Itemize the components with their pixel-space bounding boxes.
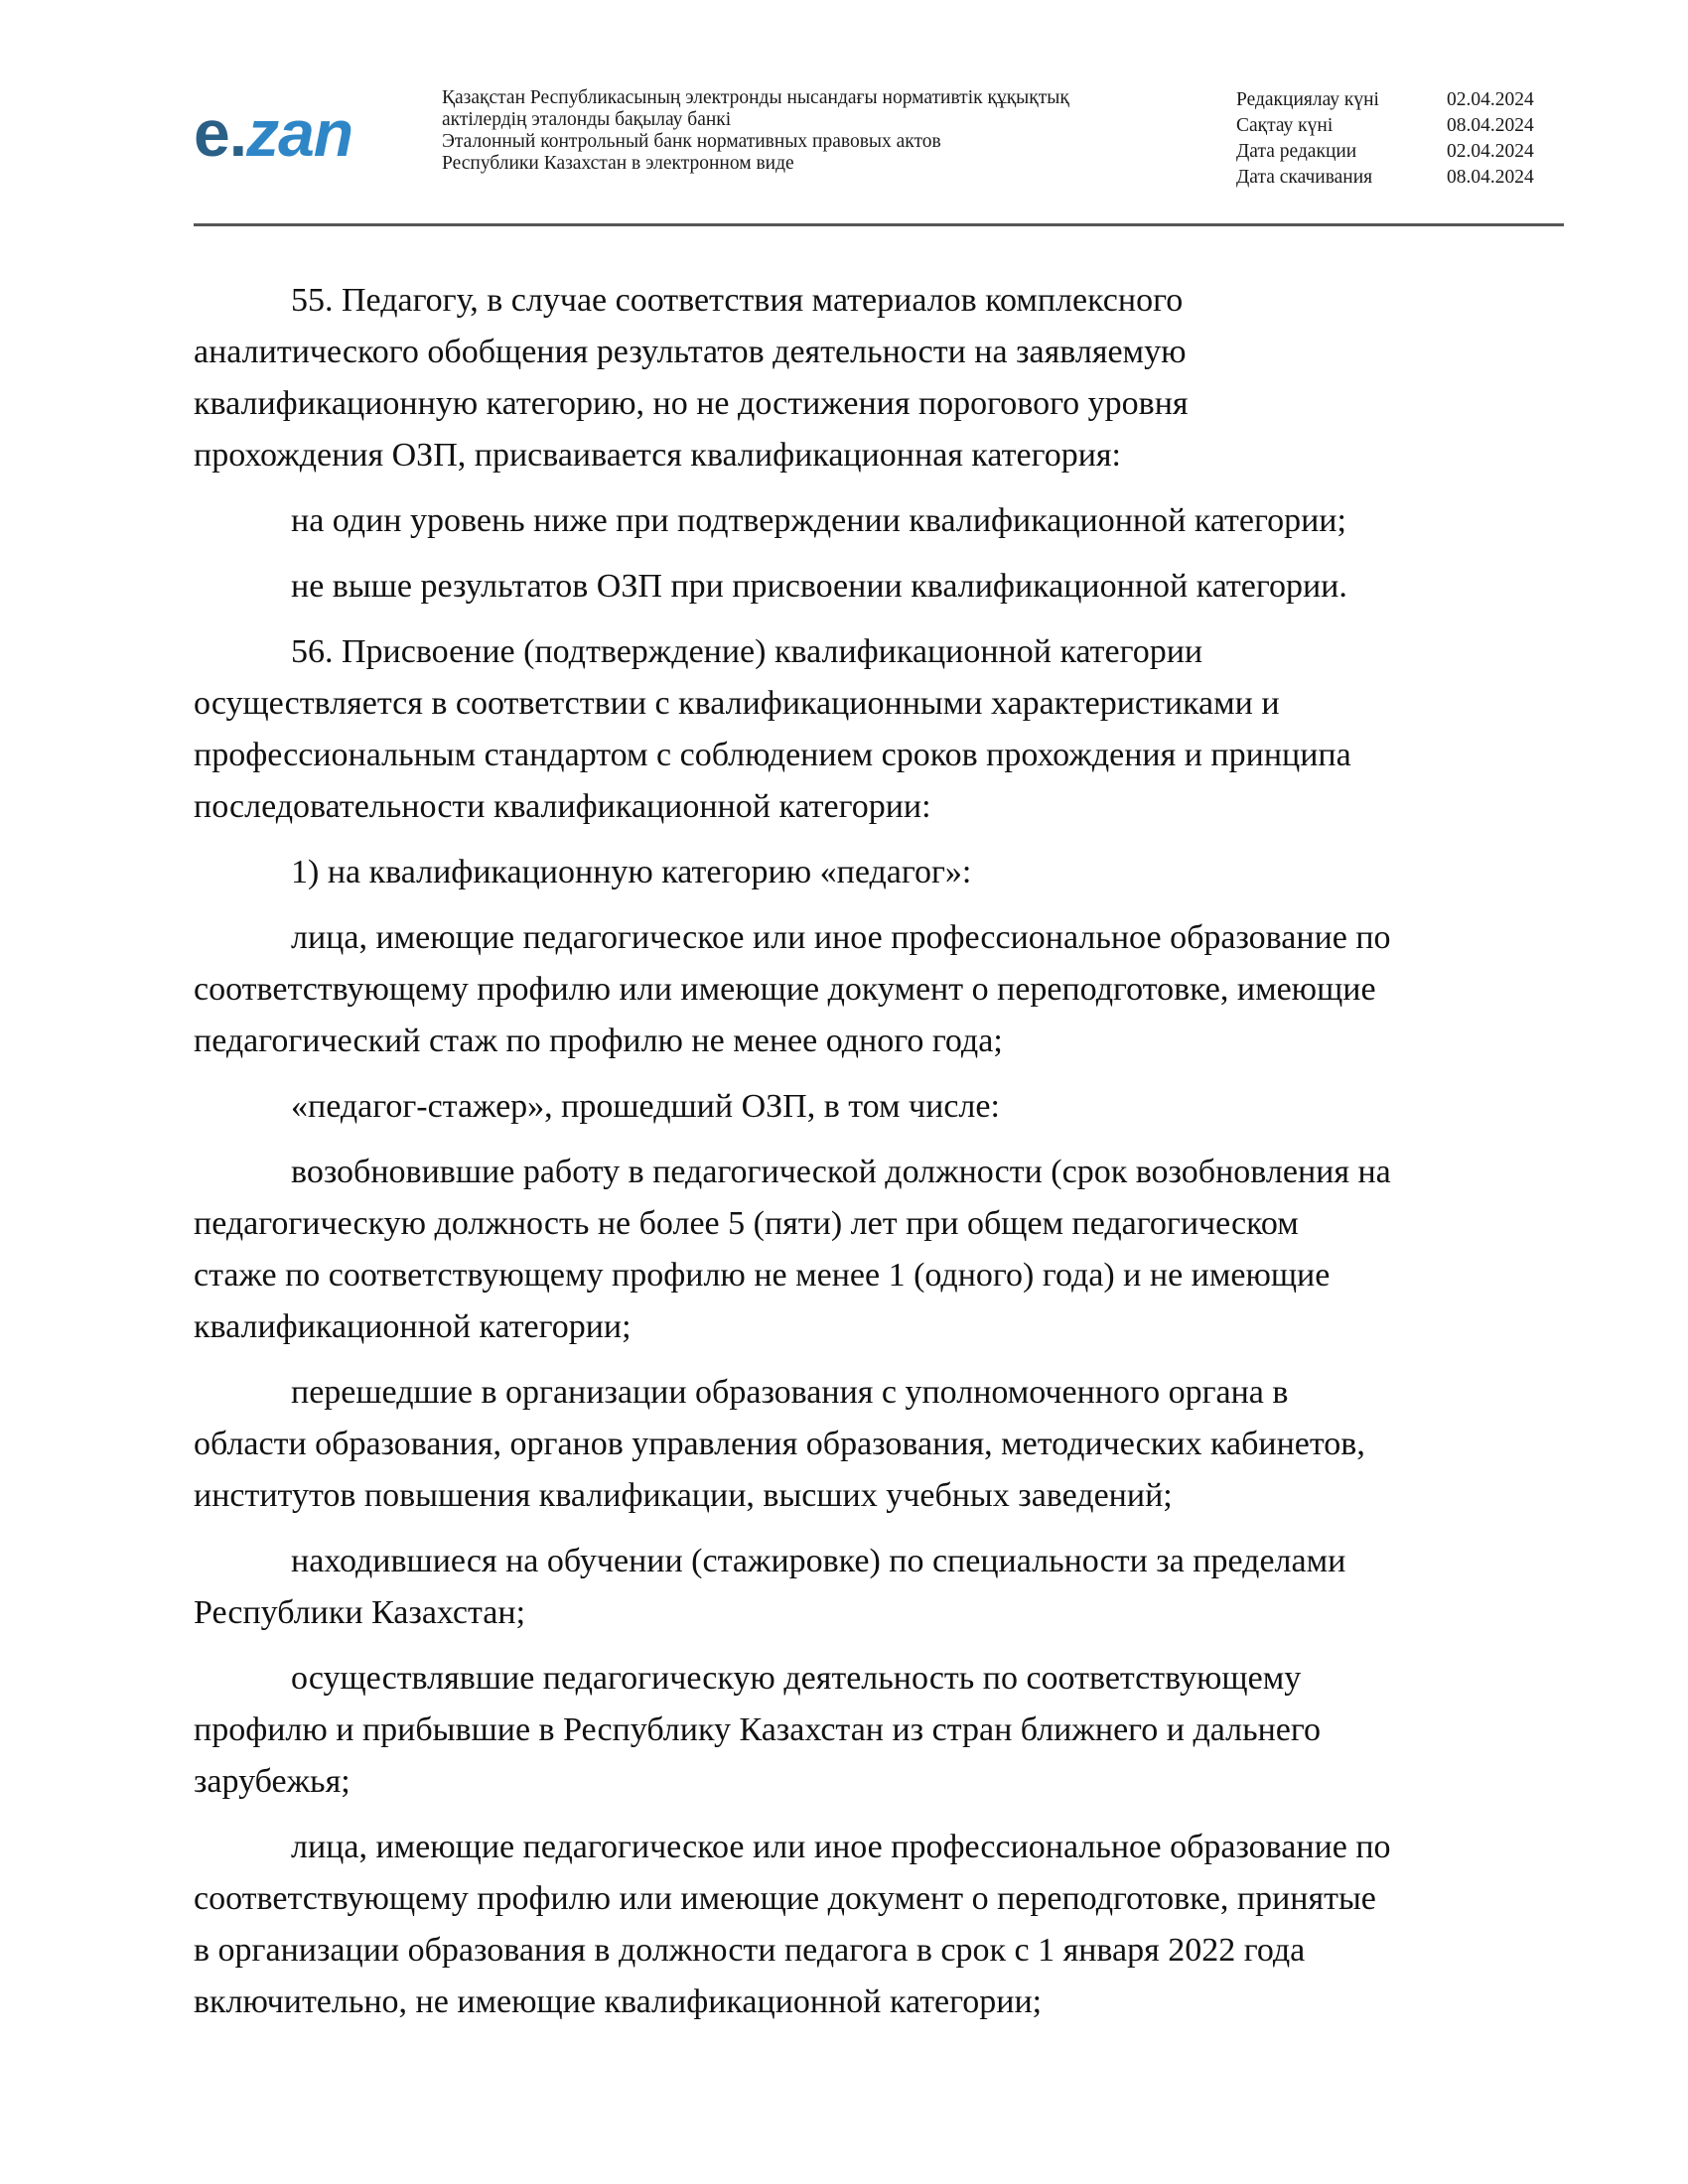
meta-value: 08.04.2024 [1447, 115, 1534, 136]
document-body [194, 275, 1549, 2042]
bank-name-line: Қазақстан Республикасының электронды нысандағы нормативтік құқықтық [442, 87, 1069, 108]
ezan-logo-text: e.zan [194, 96, 353, 170]
paragraph-line: области образования, органов управления образования, методических кабинетов, [194, 1426, 1365, 1462]
body-paragraph [194, 1367, 1549, 1522]
body-paragraph [194, 847, 1549, 898]
paragraph-line: квалификационной категории; [194, 1308, 632, 1345]
body-paragraph [194, 495, 1549, 547]
paragraph-line: 55. Педагогу, в случае соответствия материалов комплексного [291, 282, 1184, 319]
paragraph-line: перешедшие в организации образования с уполномоченного органа в [291, 1374, 1289, 1411]
paragraph-line: 1) на квалификационную категорию «педагог»: [291, 854, 972, 890]
paragraph-line: последовательности квалификационной категории: [194, 788, 931, 825]
paragraph-line: стаже по соответствующему профилю не менее 1 (одного) года) и не имеющие [194, 1257, 1331, 1294]
meta-value: 02.04.2024 [1447, 141, 1534, 162]
bank-name [442, 87, 1177, 175]
paragraph-line: соответствующему профилю или имеющие документ о переподготовке, имеющие [194, 971, 1376, 1008]
paragraph-line: профессиональным стандартом с соблюдением сроков прохождения и принципа [194, 737, 1351, 773]
body-paragraph [194, 1653, 1549, 1808]
paragraph-line: осуществляется в соответствии с квалификационными характеристиками и [194, 685, 1280, 722]
paragraph-line: лица, имеющие педагогическое или иное профессиональное образование по [291, 919, 1391, 956]
meta-label: Сақтау күні [1236, 115, 1334, 136]
paragraph-line: педагогическую должность не более 5 (пяти) лет при общем педагогическом [194, 1205, 1299, 1242]
meta-row-edit-date-ru [1236, 139, 1564, 165]
bank-name-line: актілердің эталонды бақылау банкі [442, 109, 732, 130]
meta-row-edit-date-kz [1236, 87, 1564, 113]
meta-label: Дата редакции [1236, 141, 1357, 162]
body-paragraph [194, 626, 1549, 833]
meta-label: Дата скачивания [1236, 167, 1373, 188]
bank-name-line: Эталонный контрольный банк нормативных правовых актов [442, 131, 941, 152]
paragraph-line: институтов повышения квалификации, высших учебных заведений; [194, 1477, 1173, 1514]
paragraph-line: на один уровень ниже при подтверждении квалификационной категории; [291, 502, 1346, 539]
body-paragraph [194, 275, 1549, 481]
paragraph-line: профилю и прибывшие в Республику Казахстан из стран ближнего и дальнего [194, 1711, 1321, 1748]
paragraph-line: осуществлявшие педагогическую деятельность по соответствующему [291, 1660, 1302, 1697]
paragraph-line: зарубежья; [194, 1763, 351, 1800]
paragraph-line: 56. Присвоение (подтверждение) квалификационной категории [291, 633, 1203, 670]
paragraph-line: лица, имеющие педагогическое или иное профессиональное образование по [291, 1829, 1391, 1865]
paragraph-line: включительно, не имеющие квалификационной категории; [194, 1983, 1043, 2020]
meta-label: Редакциялау күні [1236, 89, 1379, 110]
paragraph-line: прохождения ОЗП, присваивается квалификационная категория: [194, 437, 1121, 474]
header-divider [194, 223, 1564, 226]
body-paragraph [194, 912, 1549, 1067]
document-dates [1236, 87, 1564, 191]
paragraph-line: Республики Казахстан; [194, 1594, 526, 1631]
meta-row-save-date-kz [1236, 113, 1564, 139]
meta-value: 08.04.2024 [1447, 167, 1534, 188]
bank-name-line: Республики Казахстан в электронном виде [442, 153, 794, 174]
document-header [194, 87, 1564, 187]
paragraph-line: в организации образования в должности педагога в срок с 1 января 2022 года [194, 1932, 1306, 1969]
paragraph-line: квалификационную категорию, но не достижения порогового уровня [194, 385, 1189, 422]
paragraph-line: аналитического обобщения результатов деятельности на заявляемую [194, 334, 1187, 370]
body-paragraph [194, 1147, 1549, 1353]
meta-row-download-date-ru [1236, 165, 1564, 191]
paragraph-line: возобновившие работу в педагогической должности (срок возобновления на [291, 1154, 1391, 1190]
ezan-logo [194, 95, 392, 171]
body-paragraph [194, 561, 1549, 613]
paragraph-line: соответствующему профилю или имеющие документ о переподготовке, принятые [194, 1880, 1376, 1917]
paragraph-line: педагогический стаж по профилю не менее одного года; [194, 1023, 1003, 1059]
body-paragraph [194, 1536, 1549, 1639]
meta-value: 02.04.2024 [1447, 89, 1534, 110]
body-paragraph [194, 1081, 1549, 1133]
paragraph-line: «педагог-стажер», прошедший ОЗП, в том числе: [291, 1088, 1000, 1125]
paragraph-line: находившиеся на обучении (стажировке) по специальности за пределами [291, 1543, 1346, 1579]
body-paragraph [194, 1822, 1549, 2028]
paragraph-line: не выше результатов ОЗП при присвоении квалификационной категории. [291, 568, 1347, 605]
